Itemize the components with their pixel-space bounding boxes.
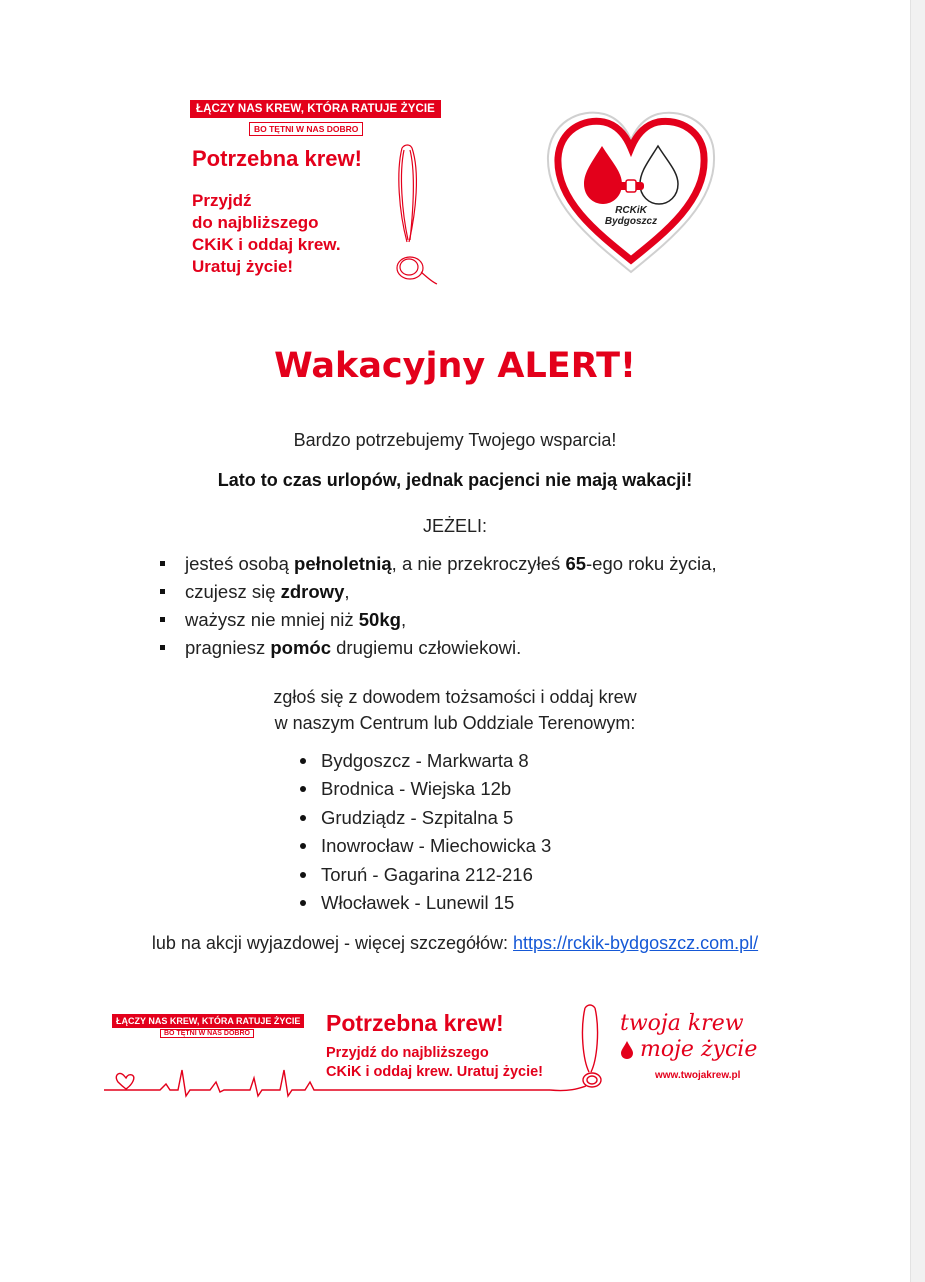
more-info-text: lub na akcji wyjazdowej - więcej szczegółów: — [151, 933, 514, 953]
condition-emphasis: pełnoletnią — [294, 553, 392, 574]
condition-text: , — [400, 609, 407, 630]
condition-text: drugiemu człowiekowi. — [331, 637, 522, 658]
locations-list — [300, 749, 551, 919]
call-to-action — [0, 684, 910, 736]
location-text: Brodnica - Wiejska 12b — [321, 778, 512, 800]
brand-line-2: moje życie — [640, 1037, 758, 1062]
campaign-sub-slogan: BO TĘTNI W NAS DOBRO — [249, 122, 363, 136]
condition-text: -ego roku życia, — [586, 553, 717, 574]
come-line: do najbliższego — [192, 213, 319, 232]
bottom-come-line: CKiK i oddaj krew. Uratuj życie! — [326, 1064, 544, 1080]
rckik-logo — [540, 100, 722, 282]
page-title: Wakacyjny ALERT! — [274, 346, 636, 386]
come-donate-text — [192, 190, 392, 278]
bottom-come-line: Przyjdź do najbliższego — [326, 1045, 489, 1061]
campaign-banner-top — [190, 100, 450, 290]
condition-emphasis: pomóc — [270, 637, 331, 658]
intro-text: Bardzo potrzebujemy Twojego wsparcia! — [293, 430, 617, 450]
bullet-dot-icon — [300, 900, 306, 906]
location-item — [300, 806, 551, 834]
condition-emphasis: 50kg — [358, 609, 401, 630]
condition-text: , a nie przekroczyłeś — [391, 553, 566, 574]
bullet-square-icon — [160, 561, 165, 566]
campaign-slogan: ŁĄCZY NAS KREW, KTÓRA RATUJE ŻYCIE — [190, 100, 441, 118]
logo-text-city: Bydgoszcz — [604, 216, 658, 227]
condition-text: czujesz się — [185, 581, 281, 602]
exclamation-thread-icon — [390, 142, 450, 290]
bottom-sub-slogan: BO TĘTNI W NAS DOBRO — [160, 1029, 254, 1038]
cta-line: zgłoś się z dowodem tożsamości i oddaj krew — [273, 687, 637, 707]
condition-text: , — [344, 581, 350, 602]
more-info-line — [0, 933, 910, 954]
conditions-heading: JEŻELI: — [422, 516, 488, 536]
condition-item — [160, 552, 717, 580]
website-link[interactable]: https://rckik-bydgoszcz.com.pl/ — [513, 933, 759, 953]
bullet-dot-icon — [300, 815, 306, 821]
brand-line-1: twoja krew — [620, 1011, 744, 1036]
bullet-square-icon — [160, 617, 165, 622]
condition-emphasis: zdrowy — [280, 581, 345, 602]
location-text: Grudziądz - Szpitalna 5 — [321, 806, 514, 828]
come-line: CKiK i oddaj krew. — [192, 235, 341, 254]
location-item — [300, 749, 551, 777]
bottom-need-blood: Potrzebna krew! — [326, 1010, 504, 1036]
need-blood-heading: Potrzebna krew! — [192, 146, 362, 171]
campaign-website: www.twojakrew.pl — [655, 1070, 741, 1081]
bottom-slogan: ŁĄCZY NAS KREW, KTÓRA RATUJE ŻYCIE — [112, 1014, 304, 1028]
condition-item — [160, 580, 717, 608]
come-line: Uratuj życie! — [192, 257, 294, 276]
condition-text: ważysz nie mniej niż — [185, 609, 359, 630]
location-item — [300, 863, 551, 891]
location-item — [300, 891, 551, 919]
cta-line: w naszym Centrum lub Oddziale Terenowym: — [274, 713, 636, 733]
bullet-dot-icon — [300, 786, 306, 792]
logo-text-rckik: RCKiK — [615, 205, 647, 216]
condition-emphasis: 65 — [565, 553, 587, 574]
condition-item — [160, 636, 717, 664]
bullet-dot-icon — [300, 843, 306, 849]
location-text: Włocławek - Lunewil 15 — [321, 891, 515, 913]
bullet-square-icon — [160, 589, 165, 594]
bottom-come-text — [326, 1044, 543, 1082]
lead-text: Lato to czas urlopów, jednak pacjenci nie mają wakacji! — [217, 470, 693, 490]
location-text: Bydgoszcz - Markwarta 8 — [321, 750, 529, 771]
condition-text: jesteś osobą — [185, 553, 295, 574]
location-item — [300, 777, 551, 805]
conditions-list — [160, 552, 717, 664]
location-text: Inowrocław - Miechowicka 3 — [321, 835, 552, 857]
blood-drop-icon — [619, 1040, 635, 1060]
condition-item — [160, 608, 717, 636]
come-line: Przyjdź — [192, 191, 252, 210]
bullet-dot-icon — [300, 758, 306, 764]
campaign-banner-bottom — [100, 1000, 800, 1100]
location-text: Toruń - Gagarina 212-216 — [321, 863, 533, 885]
bullet-dot-icon — [300, 872, 306, 878]
bullet-square-icon — [160, 645, 165, 650]
scrollbar-track[interactable] — [910, 0, 925, 1282]
location-item — [300, 834, 551, 862]
condition-text: pragniesz — [185, 637, 271, 658]
